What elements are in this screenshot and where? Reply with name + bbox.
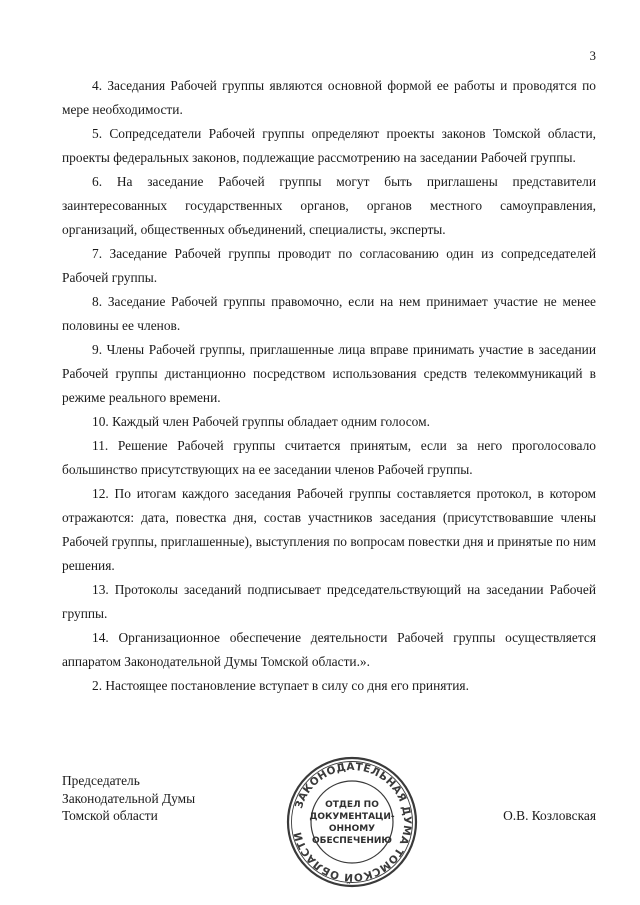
- paragraph-item-14: 14. Организационное обеспечение деятельности Рабочей группы осуществляется аппаратом Законодательной Думы Томской области.».: [62, 630, 596, 669]
- paragraph-item-6: 6. На заседание Рабочей группы могут быть приглашены представители заинтересованных государственных органов, органов местного самоуправления, организаций, общественных объединений, специалисты, эксперты.: [62, 174, 596, 237]
- paragraph-item-4: 4. Заседания Рабочей группы являются основной формой ее работы и проводятся по мере необходимости.: [62, 78, 596, 117]
- paragraph-item-12: 12. По итогам каждого заседания Рабочей группы составляется протокол, в котором отражаются: дата, повестка дня, состав участников заседания (присутствовавшие члены Рабочей группы, приглашенные), выступления по вопросам повестки дня и принятые по ним решения.: [62, 486, 596, 573]
- signatory-title-line: Законодательной Думы: [62, 790, 196, 806]
- paragraph-item-5: 5. Сопредседатели Рабочей группы определяют проекты законов Томской области, проекты федеральных законов, подлежащие рассмотрению на заседании Рабочей группы.: [62, 126, 596, 165]
- stamp-center-line: ОННОМУ: [328, 824, 376, 834]
- paragraph-item-11: 11. Решение Рабочей группы считается принятым, если за него проголосовало большинство присутствующих на ее заседании членов Рабочей группы.: [62, 438, 596, 477]
- signatory-name: О.В. Козловская: [503, 808, 596, 823]
- svg-text:ЗАКОНОДАТЕЛЬНАЯ ДУМА ТОМСКОЙ О: [292, 761, 413, 884]
- paragraph-effective-date: 2. Настоящее постановление вступает в силу со дня его принятия.: [92, 678, 469, 693]
- paragraph-item-8: 8. Заседание Рабочей группы правомочно, если на нем принимает участие не менее половины ее членов.: [62, 294, 596, 333]
- signatory-title-line: Председатель: [62, 773, 140, 788]
- document-body: [62, 74, 596, 698]
- stamp-center-line: ОБЕСПЕЧЕНИЮ: [312, 836, 392, 846]
- stamp-center-line: ОТДЕЛ ПО: [325, 800, 379, 810]
- stamp-center-line: ДОКУМЕНТАЦИ-: [309, 812, 395, 822]
- official-stamp: [284, 754, 420, 890]
- signatory-title-line: Томской области: [62, 808, 158, 823]
- paragraph-item-7: 7. Заседание Рабочей группы проводит по согласованию один из сопредседателей Рабочей группы.: [62, 246, 596, 285]
- stamp-seal-icon: [284, 754, 420, 890]
- signature-block: [62, 760, 596, 884]
- paragraph-item-9: 9. Члены Рабочей группы, приглашенные лица вправе принимать участие в заседании Рабочей группы дистанционно посредством использования средств телекоммуникаций в режиме реального времени.: [62, 342, 596, 405]
- stamp-ring-text: ЗАКОНОДАТЕЛЬНАЯ ДУМА ТОМСКОЙ ОБЛАСТИ: [291, 760, 414, 884]
- signatory-title: [62, 772, 195, 825]
- paragraph-item-10: 10. Каждый член Рабочей группы обладает одним голосом.: [92, 414, 430, 429]
- paragraph-item-13: 13. Протоколы заседаний подписывает председательствующий на заседании Рабочей группы.: [62, 582, 596, 621]
- page-number: 3: [589, 48, 596, 63]
